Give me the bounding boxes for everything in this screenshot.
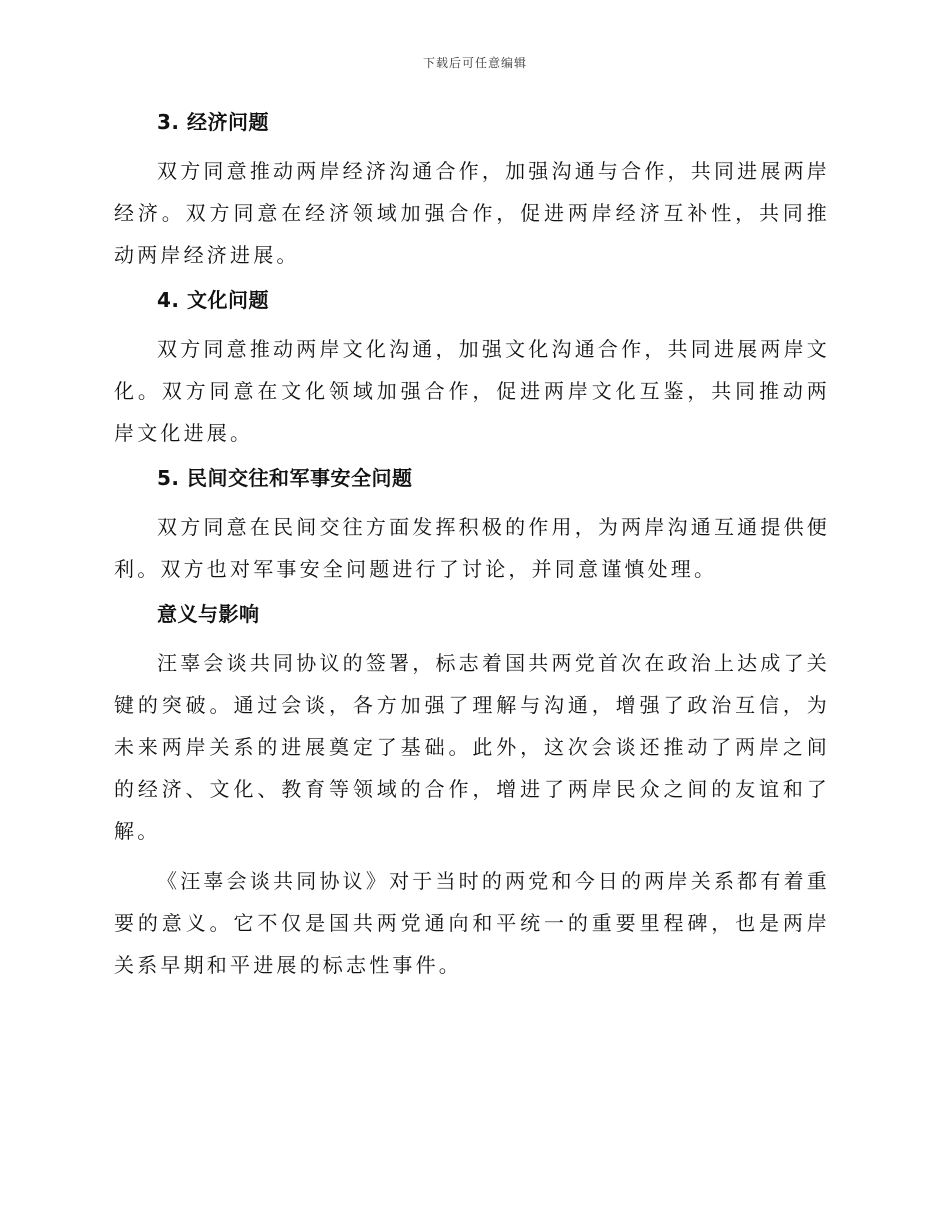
- paragraph: 《汪辜会谈共同协议》对于当时的两党和今日的两岸关系都有着重要的意义。它不仅是国共两党通向和平统一的重要里程碑，也是两岸关系早期和平进展的标志性事件。: [114, 869, 830, 977]
- section-heading: 意义与影响: [157, 602, 260, 626]
- section-heading: 4. 文化问题: [157, 288, 269, 312]
- section-economy: [114, 106, 830, 276]
- document-body: [114, 106, 830, 994]
- section-heading: 3. 经济问题: [157, 110, 269, 134]
- section-heading: 5. 民间交往和军事安全问题: [157, 466, 413, 490]
- section-significance: [114, 598, 830, 986]
- paragraph: 双方同意推动两岸文化沟通，加强文化沟通合作，共同进展两岸文化。双方同意在文化领域加强合作，促进两岸文化互鉴，共同推动两岸文化进展。: [114, 337, 830, 445]
- section-civil-military: [114, 462, 830, 590]
- paragraph: 双方同意在民间交往方面发挥积极的作用，为两岸沟通互通提供便利。双方也对军事安全问题进行了讨论，并同意谨慎处理。: [114, 515, 830, 581]
- paragraph: 汪辜会谈共同协议的签署，标志着国共两党首次在政治上达成了关键的突破。通过会谈，各方加强了理解与沟通，增强了政治互信，为未来两岸关系的进展奠定了基础。此外，这次会谈还推动了两岸之间的经济、文化、教育等领域的合作，增进了两岸民众之间的友谊和了解。: [114, 651, 830, 843]
- section-culture: [114, 284, 830, 454]
- paragraph: 双方同意推动两岸经济沟通合作，加强沟通与合作，共同进展两岸经济。双方同意在经济领域加强合作，促进两岸经济互补性，共同推动两岸经济进展。: [114, 159, 830, 267]
- header-note: 下载后可任意编辑: [422, 56, 527, 70]
